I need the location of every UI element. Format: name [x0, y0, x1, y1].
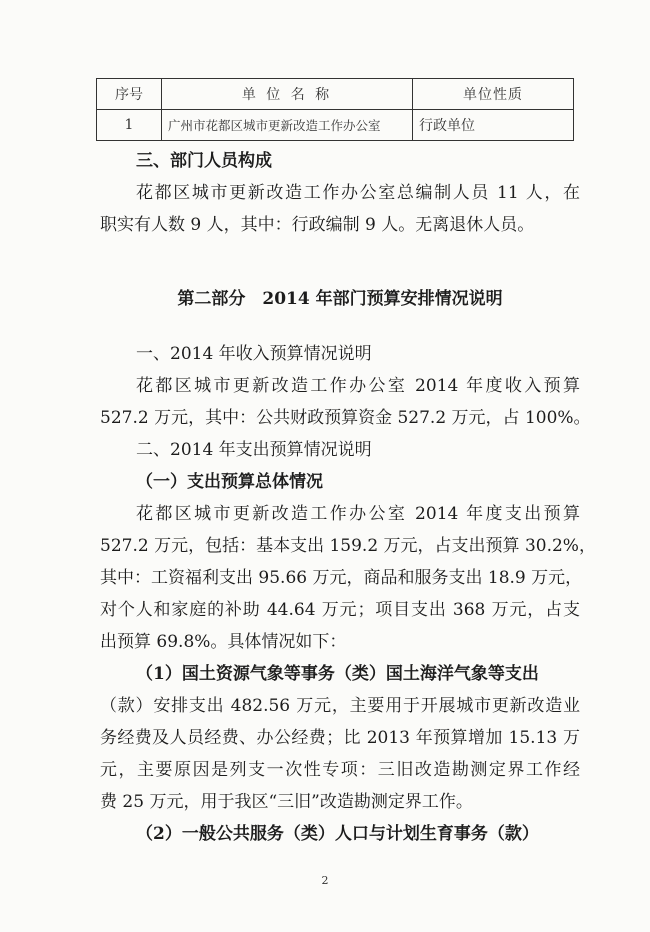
paragraph-line: 元，主要原因是列支一次性专项：三旧改造勘测定界工作经	[100, 760, 580, 780]
paragraph-line: 花都区城市更新改造工作办公室 2014 年度收入预算	[136, 376, 580, 396]
cell-serial: 1	[97, 110, 162, 141]
heading-staff: 三、部门人员构成	[136, 151, 272, 171]
cell-unit-name: 广州市花都区城市更新改造工作办公室	[162, 110, 413, 141]
heading-item-1: （1）国土资源气象等事务（类）国土海洋气象等支出	[136, 664, 539, 684]
page-number: 2	[321, 874, 329, 887]
paragraph-line: 527.2 万元，其中：公共财政预算资金 527.2 万元，占 100%。	[100, 408, 591, 428]
paragraph-line: 务经费及人员经费、办公经费；比 2013 年预算增加 15.13 万	[100, 728, 580, 748]
paragraph-line: 费 25 万元，用于我区“三旧”改造勘测定界工作。	[100, 792, 473, 812]
paragraph-line: 出预算 69.8%。具体情况如下：	[100, 632, 347, 652]
paragraph-line: 对个人和家庭的补助 44.64 万元；项目支出 368 万元，占支	[100, 600, 580, 620]
heading-expense-overall: （一）支出预算总体情况	[136, 472, 323, 492]
heading-expense: 二、2014 年支出预算情况说明	[136, 440, 372, 460]
paragraph-line: 花都区城市更新改造工作办公室总编制人员 11 人，在	[136, 183, 580, 203]
table-row	[97, 110, 574, 141]
table-header-row	[97, 79, 574, 110]
paragraph-line: 职实有人数 9 人，其中：行政编制 9 人。无离退休人员。	[100, 215, 535, 235]
section-title: 第二部分 2014 年部门预算安排情况说明	[177, 289, 503, 309]
header-unit-type: 单位性质	[413, 79, 574, 110]
paragraph-line: 其中：工资福利支出 95.66 万元，商品和服务支出 18.9 万元，	[100, 568, 583, 588]
paragraph-line: 花都区城市更新改造工作办公室 2014 年度支出预算	[136, 504, 580, 524]
header-unit-name: 单 位 名 称	[162, 79, 413, 110]
header-serial: 序号	[97, 79, 162, 110]
paragraph-line: （款）安排支出 482.56 万元，主要用于开展城市更新改造业	[100, 696, 580, 716]
cell-unit-type: 行政单位	[413, 110, 574, 141]
paragraph-line: 527.2 万元，包括：基本支出 159.2 万元，占支出预算 30.2%，	[100, 536, 596, 556]
heading-income: 一、2014 年收入预算情况说明	[136, 344, 372, 364]
unit-table	[96, 78, 574, 141]
heading-item-2: （2）一般公共服务（类）人口与计划生育事务（款）	[136, 824, 539, 844]
